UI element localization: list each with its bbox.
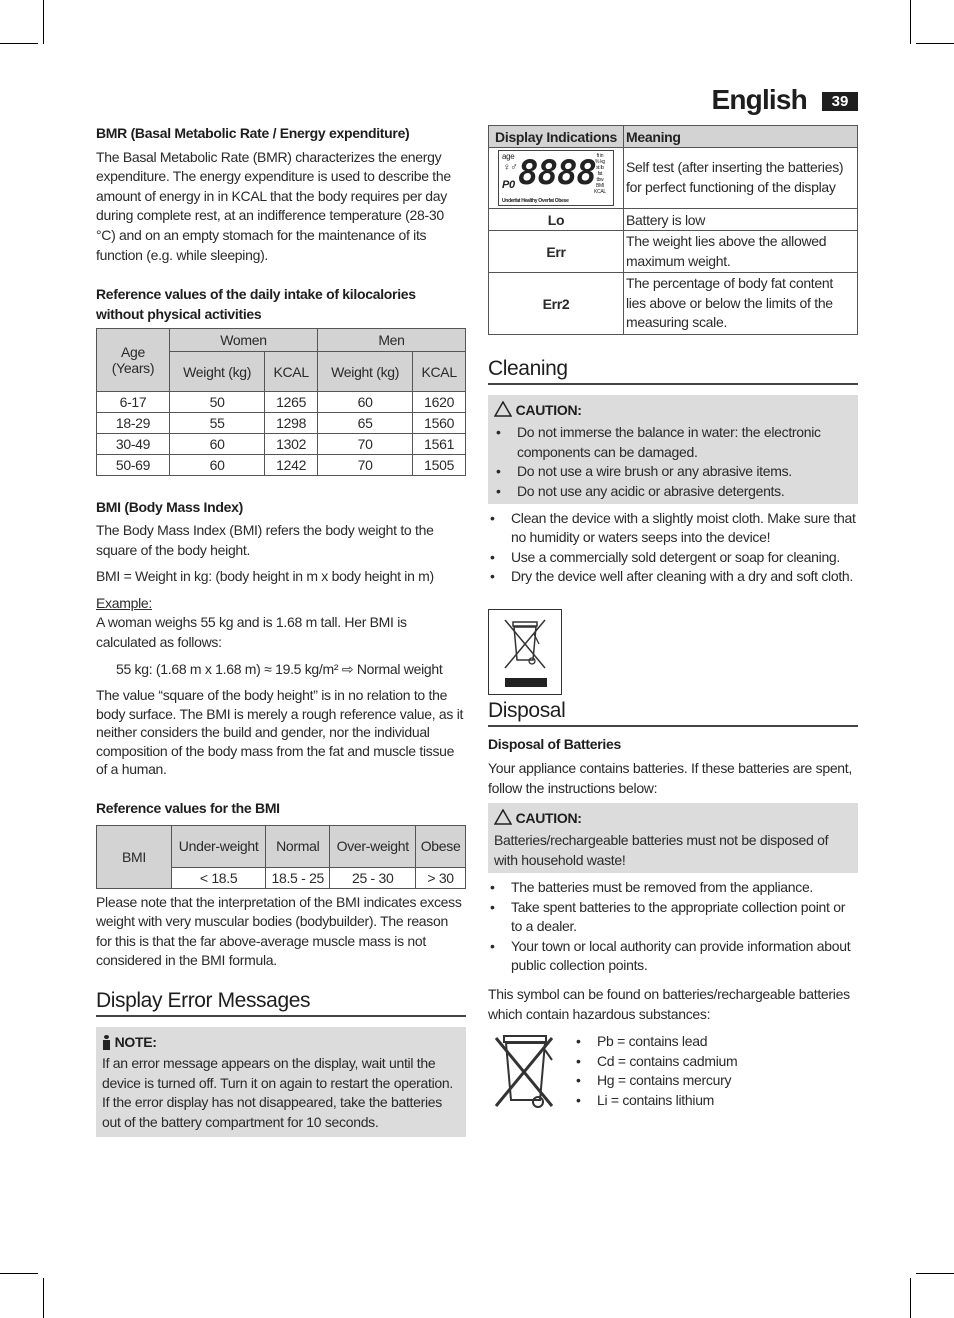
note-label: NOTE: bbox=[114, 1033, 157, 1050]
bmi-note: Please note that the interpretation of the BMI indicates excess weight with very muscular bodies (bodybuilder). The reason for this is that the far above-average muscle mass is not considered in the BMI formula. bbox=[96, 893, 462, 969]
table-cell: 18.5 - 25 bbox=[266, 867, 330, 888]
bmi-col-header: Normal bbox=[266, 825, 330, 867]
table-cell: Lo bbox=[489, 209, 624, 231]
lcd-unit: ft in bbox=[596, 153, 604, 159]
kcal-table bbox=[96, 328, 466, 476]
caution-list bbox=[494, 423, 852, 501]
table-cell: 1302 bbox=[265, 434, 318, 455]
table-cell: 60 bbox=[170, 434, 265, 455]
caution-text: Batteries/rechargeable batteries must not be disposed of with household waste! bbox=[494, 831, 829, 868]
kcal-col-weight: Weight (kg) bbox=[317, 352, 412, 392]
list-item: • Your town or local authority can provide information about public collection points. bbox=[488, 937, 858, 976]
table-cell: 1560 bbox=[413, 413, 466, 434]
table-cell: 50 bbox=[170, 392, 265, 413]
note-text: If an error message appears on the display, wait until the device is turned off. Turn it on again to restart the operation. If the error display has not disappeared, take the batteries out of the battery compartment for 10 seconds. bbox=[102, 1055, 453, 1130]
crop-mark bbox=[43, 0, 44, 44]
caution-title bbox=[494, 401, 852, 423]
disposal-subheading: Disposal of Batteries bbox=[488, 735, 621, 752]
errors-heading: Display Error Messages bbox=[96, 991, 466, 1017]
bmr-text: The Basal Metabolic Rate (BMR) characterizes the energy expenditure. The energy expenditure is used to describe the amount of energy in in KCAL that the body requires per day during complete rest, at an indifference temperature (28-30 °C) and on an empty stomach for the maintenance of its function (e.g. while sleeping). bbox=[96, 148, 451, 263]
table-cell: 1561 bbox=[413, 434, 466, 455]
bmi-ref-table bbox=[96, 825, 466, 889]
bmi-col-header: Obese bbox=[416, 825, 466, 867]
crop-mark bbox=[43, 1278, 44, 1318]
lcd-unit: KCAL bbox=[594, 189, 606, 195]
caution-label: CAUTION: bbox=[515, 810, 582, 827]
table-row bbox=[489, 209, 858, 231]
table-cell: 25 - 30 bbox=[330, 867, 416, 888]
crossed-bin-icon bbox=[488, 1030, 558, 1112]
list-item: • Li = contains lithium bbox=[574, 1091, 737, 1111]
display-indications-table bbox=[488, 125, 858, 335]
list-item: • Take spent batteries to the appropriate collection point or to a dealer. bbox=[488, 898, 858, 937]
list-item: • Clean the device with a slightly moist cloth. Make sure that no humidity or waters seeps into the device! bbox=[488, 509, 858, 548]
bmr-heading: BMR (Basal Metabolic Rate / Energy expenditure) bbox=[96, 125, 410, 141]
disposal-heading: Disposal bbox=[488, 701, 858, 727]
kcal-heading: Reference values of the daily intake of kilocalories without physical activities bbox=[96, 286, 416, 322]
kcal-col-women: Women bbox=[170, 329, 318, 352]
col-meaning: Meaning bbox=[624, 126, 858, 148]
table-cell: 55 bbox=[170, 413, 265, 434]
caution-title bbox=[494, 809, 852, 831]
list-item: • Pb = contains lead bbox=[574, 1032, 737, 1052]
bmi-calc: 55 kg: (1.68 m x 1.68 m) ≈ 19.5 kg/m² bbox=[116, 660, 339, 677]
disposal-caution-box bbox=[488, 803, 858, 873]
list-item: • Do not use any acidic or abrasive detergents. bbox=[494, 482, 852, 502]
cleaning-heading: Cleaning bbox=[488, 359, 858, 385]
table-cell: 30-49 bbox=[97, 434, 170, 455]
table-cell: 60 bbox=[170, 455, 265, 476]
person-icon: ♀♂ bbox=[503, 162, 518, 173]
table-row bbox=[97, 434, 466, 455]
list-item: • The batteries must be removed from the appliance. bbox=[488, 878, 858, 898]
table-cell: The percentage of body fat content lies above or below the limits of the measuring scale. bbox=[624, 273, 858, 335]
list-item: • Dry the device well after cleaning with a dry and soft cloth. bbox=[488, 567, 858, 587]
table-cell: > 30 bbox=[416, 867, 466, 888]
list-item: • Do not immerse the balance in water: the electronic components can be damaged. bbox=[494, 423, 852, 462]
table-row bbox=[489, 273, 858, 335]
list-item: • Hg = contains mercury bbox=[574, 1071, 737, 1091]
kcal-col-age: Age (Years) bbox=[97, 329, 170, 392]
table-cell: Battery is low bbox=[624, 209, 858, 231]
lcd-display bbox=[489, 148, 624, 209]
bmi-calc-result: Normal weight bbox=[356, 660, 443, 677]
lcd-age: age bbox=[502, 152, 515, 161]
left-column bbox=[96, 122, 466, 1137]
table-cell: 1505 bbox=[413, 455, 466, 476]
crop-mark bbox=[916, 1273, 954, 1274]
table-cell: 65 bbox=[317, 413, 412, 434]
table-cell: Err2 bbox=[489, 273, 624, 335]
symbol-text: This symbol can be found on batteries/rechargeable batteries which contain hazardous substances: bbox=[488, 986, 850, 1022]
bmi-col-header: Under-weight bbox=[172, 825, 266, 867]
list-item: • Use a commercially sold detergent or soap for cleaning. bbox=[488, 548, 858, 568]
lcd-display-icon bbox=[498, 150, 614, 206]
crop-mark bbox=[0, 1273, 38, 1274]
crossed-bin-icon bbox=[489, 610, 561, 694]
bmi-col-bmi: BMI bbox=[97, 825, 172, 888]
lcd-p0: P0 bbox=[502, 179, 515, 191]
right-column bbox=[488, 125, 858, 1120]
kcal-col-weight: Weight (kg) bbox=[170, 352, 265, 392]
cleaning-caution-box bbox=[488, 395, 858, 504]
table-cell: < 18.5 bbox=[172, 867, 266, 888]
table-cell: 1620 bbox=[413, 392, 466, 413]
list-item: • Do not use a wire brush or any abrasive items. bbox=[494, 462, 852, 482]
crop-mark bbox=[910, 0, 911, 44]
lcd-unit: fat bbox=[597, 171, 603, 177]
warning-triangle-icon bbox=[494, 809, 512, 831]
bmi-heading: BMI (Body Mass Index) bbox=[96, 499, 243, 516]
kcal-col-kcal: KCAL bbox=[265, 352, 318, 392]
substance-list bbox=[574, 1032, 737, 1110]
bmi-col-header: Over-weight bbox=[330, 825, 416, 867]
crop-mark bbox=[916, 43, 954, 44]
page-number: 39 bbox=[822, 92, 858, 111]
lcd-unit: % kg bbox=[594, 159, 605, 165]
lcd-bar: Underfat Healthy Overfat Obese bbox=[502, 198, 569, 204]
table-row bbox=[97, 455, 466, 476]
table-cell: 50-69 bbox=[97, 455, 170, 476]
weee-symbol bbox=[488, 609, 562, 695]
info-icon bbox=[102, 1035, 111, 1049]
note-title bbox=[102, 1033, 460, 1053]
example-label: Example: bbox=[96, 594, 152, 611]
table-cell: 1242 bbox=[265, 455, 318, 476]
table-cell: 1265 bbox=[265, 392, 318, 413]
note-box bbox=[96, 1027, 466, 1137]
table-cell: 70 bbox=[317, 455, 412, 476]
lcd-digits: 8888 bbox=[518, 153, 596, 193]
bmi-ref-heading: Reference values for the BMI bbox=[96, 800, 280, 817]
bmi-explanation: The value “square of the body height” is in no relation to the body surface. The BMI is merely a rough reference value, as it neither considers the build and gender, nor the individual composition of the body mass from the fat and muscle tissue of a human. bbox=[96, 687, 464, 778]
warning-triangle-icon bbox=[494, 401, 512, 423]
lcd-unit: BMI bbox=[595, 183, 604, 189]
cleaning-list bbox=[488, 509, 858, 587]
example-text: A woman weighs 55 kg and is 1.68 m tall. Her BMI is calculated as follows: bbox=[96, 614, 407, 650]
kcal-col-kcal: KCAL bbox=[413, 352, 466, 392]
table-cell: 70 bbox=[317, 434, 412, 455]
list-item: • Cd = contains cadmium bbox=[574, 1052, 737, 1072]
lcd-unit: st lb bbox=[596, 165, 604, 171]
disposal-list bbox=[488, 878, 858, 976]
table-row bbox=[97, 392, 466, 413]
crop-mark bbox=[910, 1278, 911, 1318]
bmi-formula: BMI = Weight in kg: (body height in m x body height in m) bbox=[96, 568, 434, 585]
table-cell: 18-29 bbox=[97, 413, 170, 434]
page-language: English bbox=[711, 84, 807, 115]
table-cell: 1298 bbox=[265, 413, 318, 434]
table-row bbox=[97, 413, 466, 434]
disposal-intro: Your appliance contains batteries. If these batteries are spent, follow the instructions below: bbox=[488, 760, 852, 796]
battery-symbol-block bbox=[488, 1030, 858, 1120]
arrow-right-icon: ⇨ bbox=[341, 660, 354, 677]
lcd-unit: tbw bbox=[596, 177, 604, 183]
bmi-calculation bbox=[96, 660, 466, 680]
col-indication: Display Indications bbox=[489, 126, 624, 148]
table-cell: Err bbox=[489, 231, 624, 273]
table-cell: The weight lies above the allowed maximum weight. bbox=[624, 231, 858, 273]
bmi-text: The Body Mass Index (BMI) refers the body weight to the square of the body height. bbox=[96, 521, 434, 558]
table-row bbox=[489, 231, 858, 273]
table-cell: 60 bbox=[317, 392, 412, 413]
table-cell: Self test (after inserting the batteries) for perfect functioning of the display bbox=[624, 148, 858, 209]
kcal-col-men: Men bbox=[317, 329, 465, 352]
caution-label: CAUTION: bbox=[515, 401, 582, 418]
table-cell: 6-17 bbox=[97, 392, 170, 413]
crop-mark bbox=[0, 43, 38, 44]
table-row bbox=[489, 148, 858, 209]
